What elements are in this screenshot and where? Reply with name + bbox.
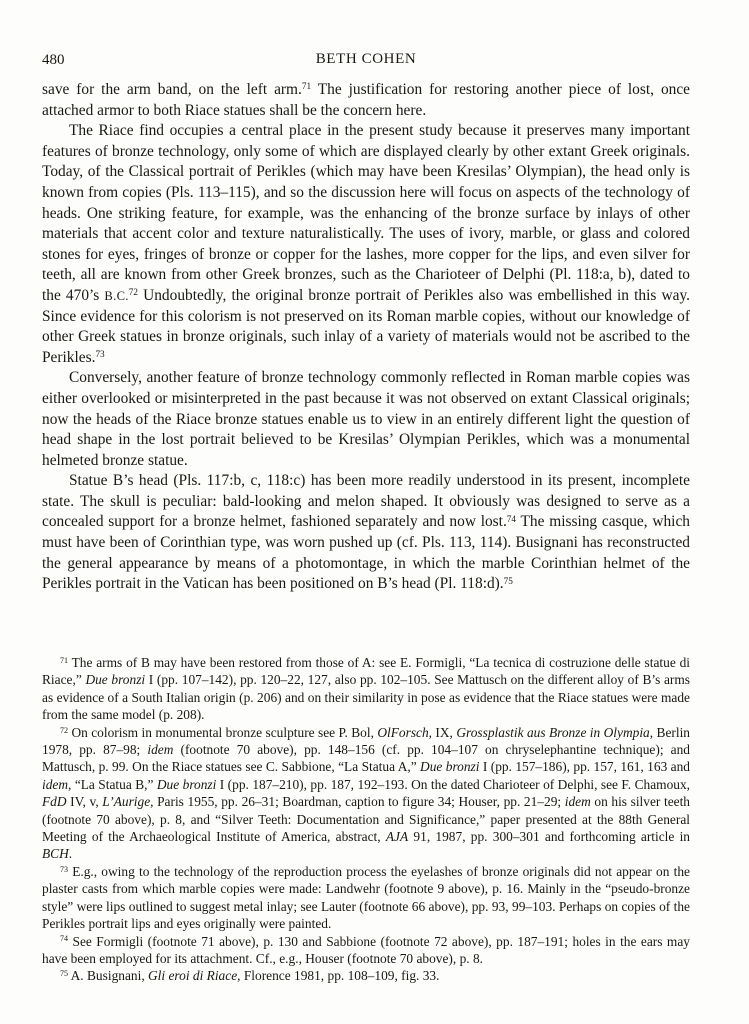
text-run: idem (564, 794, 591, 810)
text-run: I (pp. 107–142), pp. 120–22, 127, also pp. 102–105. See Mattusch on the different alloy of B’s arms as evidence of a South Italian origin (p. 206) and on their similarity in pose as evidence that the Riace statues were made from the same model (p. 208). (42, 672, 691, 723)
text-run: The missing casque, which must have been of Corinthian type, was worn pushed up (cf. Pls. 113, 114). Busignani has reconstructed the general appearance by means of a photomontage, in which the marble Corinthian helmet of the Perikles portrait in the Vatican has been positioned on B’s head (Pl. 118:d). (42, 513, 690, 593)
text-run: . (68, 846, 73, 862)
page-number: 480 (42, 52, 65, 68)
text-run: (footnote 70 above), pp. 148–156 (cf. pp. 104–107 on chryselephantine technique); and Mattusch, p. 99. On the Riace statues see C. Sabbione, “La Statua A,” (42, 742, 690, 775)
text-run: L’Aurige (102, 794, 151, 810)
footnote-ref: 72 (128, 287, 138, 298)
text-run: 91, 1987, pp. 300–301 and forthcoming article in (408, 829, 691, 845)
text-run: The arms of B may have been restored from those of A: see E. Formigli, “La tecnica di costruzione delle statue di Riace,” (42, 655, 690, 688)
footnote-item (42, 724, 690, 863)
text-run: Due bronzi (420, 759, 480, 775)
footnote-ref: 75 (60, 969, 69, 979)
footnote-ref: 73 (95, 349, 105, 360)
text-run: idem (42, 776, 69, 792)
body-paragraph (42, 121, 690, 368)
text-run: OlForsch (377, 724, 429, 740)
text-run: , “La Statua B,” (68, 776, 157, 792)
text-run: Due bronzi (85, 672, 146, 688)
text-run: Conversely, another feature of bronze technology commonly reflected in Roman marble copies was either overlooked or misinterpreted in the past because it was not observed on extant Classical originals; now the heads of the Riace bronze statues enable us to view in an entirely different light the question of head shape in the lost portrait believed to be Kresilas’ Olympian Perikles, which was a monumental helmeted bronze statue. (42, 369, 690, 469)
text-run: AJA (385, 829, 409, 845)
body-paragraph (42, 368, 690, 471)
text-run: IV, v, (66, 794, 103, 810)
text-run: I (pp. 157–186), pp. 157, 161, 163 and (479, 759, 690, 775)
footnote-ref: 74 (506, 513, 517, 524)
page-header (42, 51, 690, 71)
text-run: , IX, (428, 724, 457, 740)
running-head: BETH COHEN (315, 51, 417, 67)
text-run: BCH (42, 846, 69, 862)
text-run: FdD (42, 794, 67, 810)
text-run: I (pp. 187–210), pp. 187, 192–193. On the dated Charioteer of Delphi, see F. Chamoux, (216, 776, 691, 792)
text-run: On colorism in monumental bronze sculpture see P. Bol, (68, 724, 378, 740)
text-run: Undoubtedly, the original bronze portrait of Perikles also was embellished in this way. Since evidence for this colorism is not preserved on its Roman marble copies, without our knowledge of other Greek statues in bronze originals, such inlay of a variety of materials would not be ascribed to the Perikles. (42, 286, 690, 366)
article-body (42, 80, 690, 595)
footnotes-section (42, 654, 690, 985)
text-run: save for the arm band, on the left arm. (42, 81, 302, 98)
text-run: Gli eroi di Riace (148, 968, 238, 984)
text-run: on his silver teeth (footnote 70 above), p. 8, and “Silver Teeth: Documentation and Significance,” paper presented at the 88th General Meeting of the Archaeological Institute of America, abstract, (42, 794, 690, 845)
body-paragraph (42, 471, 690, 595)
footnote-ref: 75 (503, 575, 513, 586)
footnote-item (42, 967, 690, 984)
footnote-ref: 73 (60, 864, 69, 874)
footnote-ref: 72 (60, 725, 69, 735)
text-run: , Paris 1955, pp. 26–31; Boardman, caption to figure 34; Houser, pp. 21–29; (150, 794, 565, 810)
footnote-item (42, 654, 690, 724)
footnote-ref: 71 (301, 81, 312, 92)
footnote-item (42, 933, 690, 968)
text-run: See Formigli (footnote 71 above), p. 130 and Sabbione (footnote 72 above), pp. 187–191; holes in the ears may have been employed for its attachment. Cf., e.g., Houser (footnote 70 above), p. 8. (42, 933, 690, 966)
text-run: The Riace find occupies a central place in the present study because it preserves many important features of bronze technology, only some of which are displayed clearly by other extant Greek originals. Today, of the Classical portrait of Perikles (which may have been Kresilas’ Olympian), the head only is known from copies (Pls. 113–115), and so the discussion here will focus on aspects of the technology of heads. One striking feature, for example, was the enhancing of the bronze surface by inlays of other materials that accent color and texture naturalistically. The uses of ivory, marble, or glass and colored stones for eyes, fringes of bronze or copper for the lashes, more copper for the lips, and even silver for teeth, all are known from other Greek bronzes, such as the Charioteer of Delphi (Pl. 118:a, b), dated to the 470’s (42, 122, 690, 304)
text-run: E.g., owing to the technology of the reproduction process the eyelashes of bronze originals did not appear on the plaster casts from which marble copies were made: Landwehr (footnote 9 above), p. 16. Mainly in the “pseudo-bronze style” were lips outlined to suggest metal inlay; see Lauter (footnote 66 above), pp. 93, 99–103. Perhaps on copies of the Perikles portrait lips and eyes originally were painted. (42, 863, 690, 932)
text-run: The justification for restoring another piece of lost, once attached armor to both Riace statues shall be the concern here. (42, 81, 690, 119)
text-run: Statue B’s head (Pls. 117:b, c, 118:c) has been more readily understood in its present, incomplete state. The skull is peculiar: bald-looking and melon shaped. It obviously was designed to serve as a concealed support for a bronze helmet, fashioned separately and now lost. (42, 472, 690, 531)
text-run: , Florence 1981, pp. 108–109, fig. 33. (237, 968, 440, 984)
text-run: B.C. (104, 288, 129, 303)
text-run: idem (147, 742, 174, 758)
footnote-ref: 74 (60, 934, 69, 944)
text-run: , Berlin 1978, pp. 87–98; (42, 724, 690, 758)
body-paragraph (42, 80, 690, 121)
text-run: Due bronzi (156, 776, 217, 792)
text-run: Grossplastik aus Bronze in Olympia (456, 724, 650, 740)
text-run: A. Busignani, (68, 968, 149, 984)
footnote-item (42, 863, 690, 933)
footnote-ref: 71 (60, 655, 69, 665)
